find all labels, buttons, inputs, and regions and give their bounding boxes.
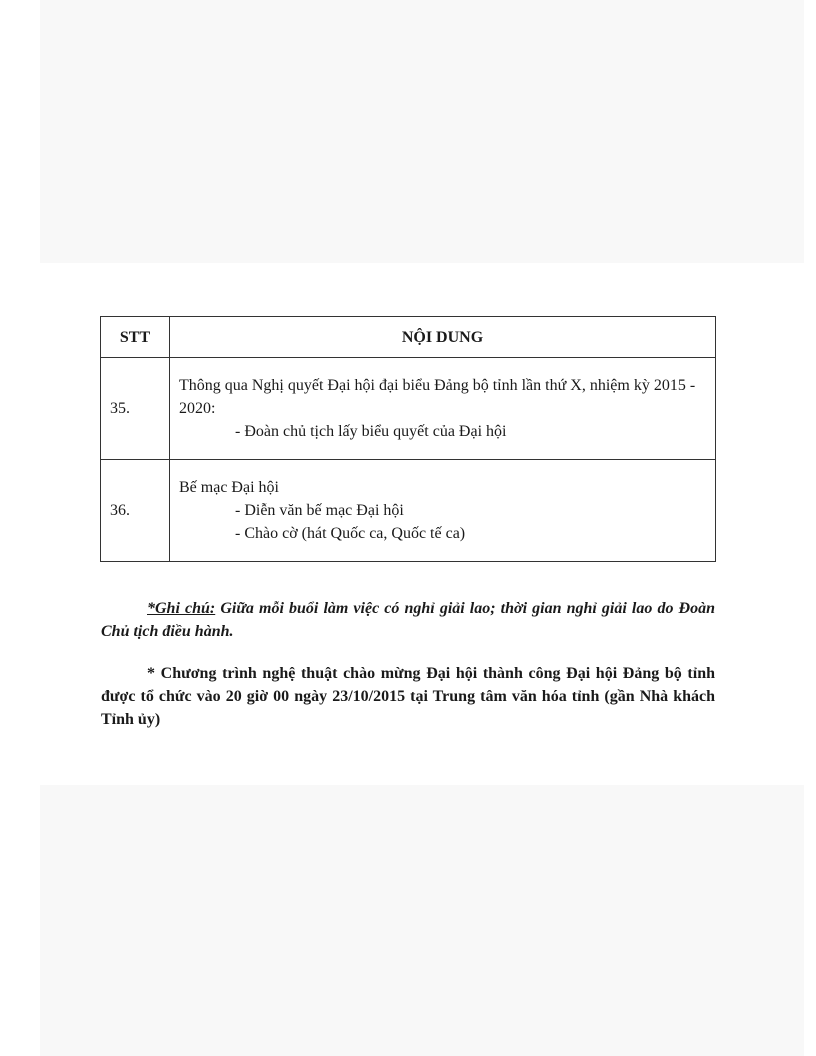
row-title: Bế mạc Đại hội bbox=[179, 478, 279, 496]
row-subitem: - Chào cờ (hát Quốc ca, Quốc tế ca) bbox=[235, 524, 466, 542]
row-subitem: - Đoàn chủ tịch lấy biểu quyết của Đại hội bbox=[235, 422, 507, 440]
scan-background-bottom bbox=[40, 785, 804, 1056]
row-subitem: - Diễn văn bế mạc Đại hội bbox=[235, 501, 404, 519]
break-note bbox=[101, 597, 715, 643]
header-stt: STT bbox=[101, 317, 170, 358]
note-label: *Ghi chú: bbox=[147, 600, 216, 617]
row-stt: 36. bbox=[101, 460, 170, 562]
table-row bbox=[101, 358, 716, 460]
header-content: NỘI DUNG bbox=[170, 317, 716, 358]
note-text: Giữa mỗi buổi làm việc có nghỉ giải lao; thời gian nghỉ giải lao do Đoàn Chủ tịch điều hành. bbox=[101, 600, 716, 640]
agenda-table bbox=[100, 316, 716, 562]
art-program-note: * Chương trình nghệ thuật chào mừng Đại hội thành công Đại hội Đảng bộ tỉnh được tổ chức vào 20 giờ 00 ngày 23/10/2015 tại Trung tâm văn hóa tỉnh (gần Nhà khách Tỉnh ủy) bbox=[101, 665, 715, 728]
row-stt: 35. bbox=[101, 358, 170, 460]
table-row bbox=[101, 460, 716, 562]
notes-section bbox=[101, 597, 715, 731]
table-header-row bbox=[101, 317, 716, 358]
row-content bbox=[170, 460, 716, 562]
row-title: Thông qua Nghị quyết Đại hội đại biểu Đảng bộ tỉnh lần thứ X, nhiệm kỳ 2015 - 2020: bbox=[179, 376, 696, 417]
scan-background-top bbox=[40, 0, 804, 263]
row-content bbox=[170, 358, 716, 460]
